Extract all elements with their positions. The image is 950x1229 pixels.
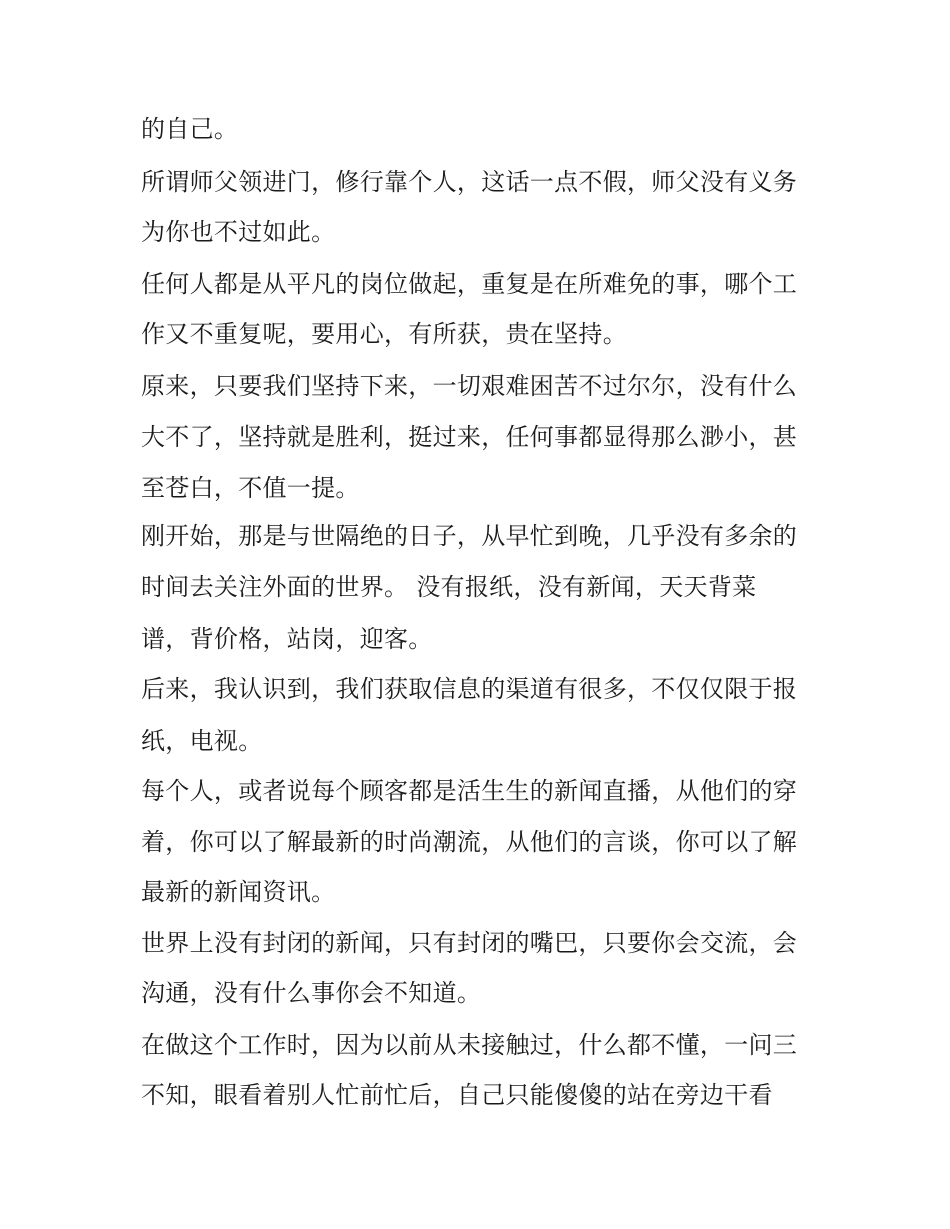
text-line: 不知，眼看着别人忙前忙后，自己只能傻傻的站在旁边干看 <box>141 1081 773 1109</box>
text-line: 每个人，或者说每个顾客都是活生生的新闻直播，从他们的穿 <box>141 777 798 805</box>
text-line: 任何人都是从平凡的岗位做起，重复是在所难免的事，哪个工 <box>141 270 798 298</box>
text-line: 世界上没有封闭的新闻，只有封闭的嘴巴，只要你会交流，会 <box>141 929 798 957</box>
text-line: 所谓师父领进门，修行靠个人，这话一点不假，师父没有义务 <box>141 168 798 196</box>
text-line: 着，你可以了解最新的时尚潮流，从他们的言谈，你可以了解 <box>141 828 798 856</box>
text-line: 至苍白，不值一提。 <box>141 474 360 502</box>
text-line: 纸，电视。 <box>141 727 263 755</box>
text-line: 大不了，坚持就是胜利，挺过来，任何事都显得那么渺小，甚 <box>141 423 798 451</box>
text-line: 的自己。 <box>141 115 239 143</box>
text-line: 最新的新闻资讯。 <box>141 878 336 906</box>
text-line: 刚开始，那是与世隔绝的日子，从早忙到晚，几乎没有多余的 <box>141 522 798 550</box>
text-line: 后来，我认识到，我们获取信息的渠道有很多，不仅仅限于报 <box>141 675 798 703</box>
text-line: 时间去关注外面的世界。 没有报纸，没有新闻，天天背菜 <box>141 573 757 601</box>
text-line: 为你也不过如此。 <box>141 218 336 246</box>
text-line: 谱，背价格，站岗，迎客。 <box>141 625 433 653</box>
text-line: 原来，只要我们坚持下来，一切艰难困苦不过尔尔，没有什么 <box>141 372 798 400</box>
text-line: 在做这个工作时，因为以前从未接触过，什么都不懂，一问三 <box>141 1031 798 1059</box>
text-line: 作又不重复呢，要用心，有所获，贵在坚持。 <box>141 320 627 348</box>
text-line: 沟通，没有什么事你会不知道。 <box>141 979 482 1007</box>
